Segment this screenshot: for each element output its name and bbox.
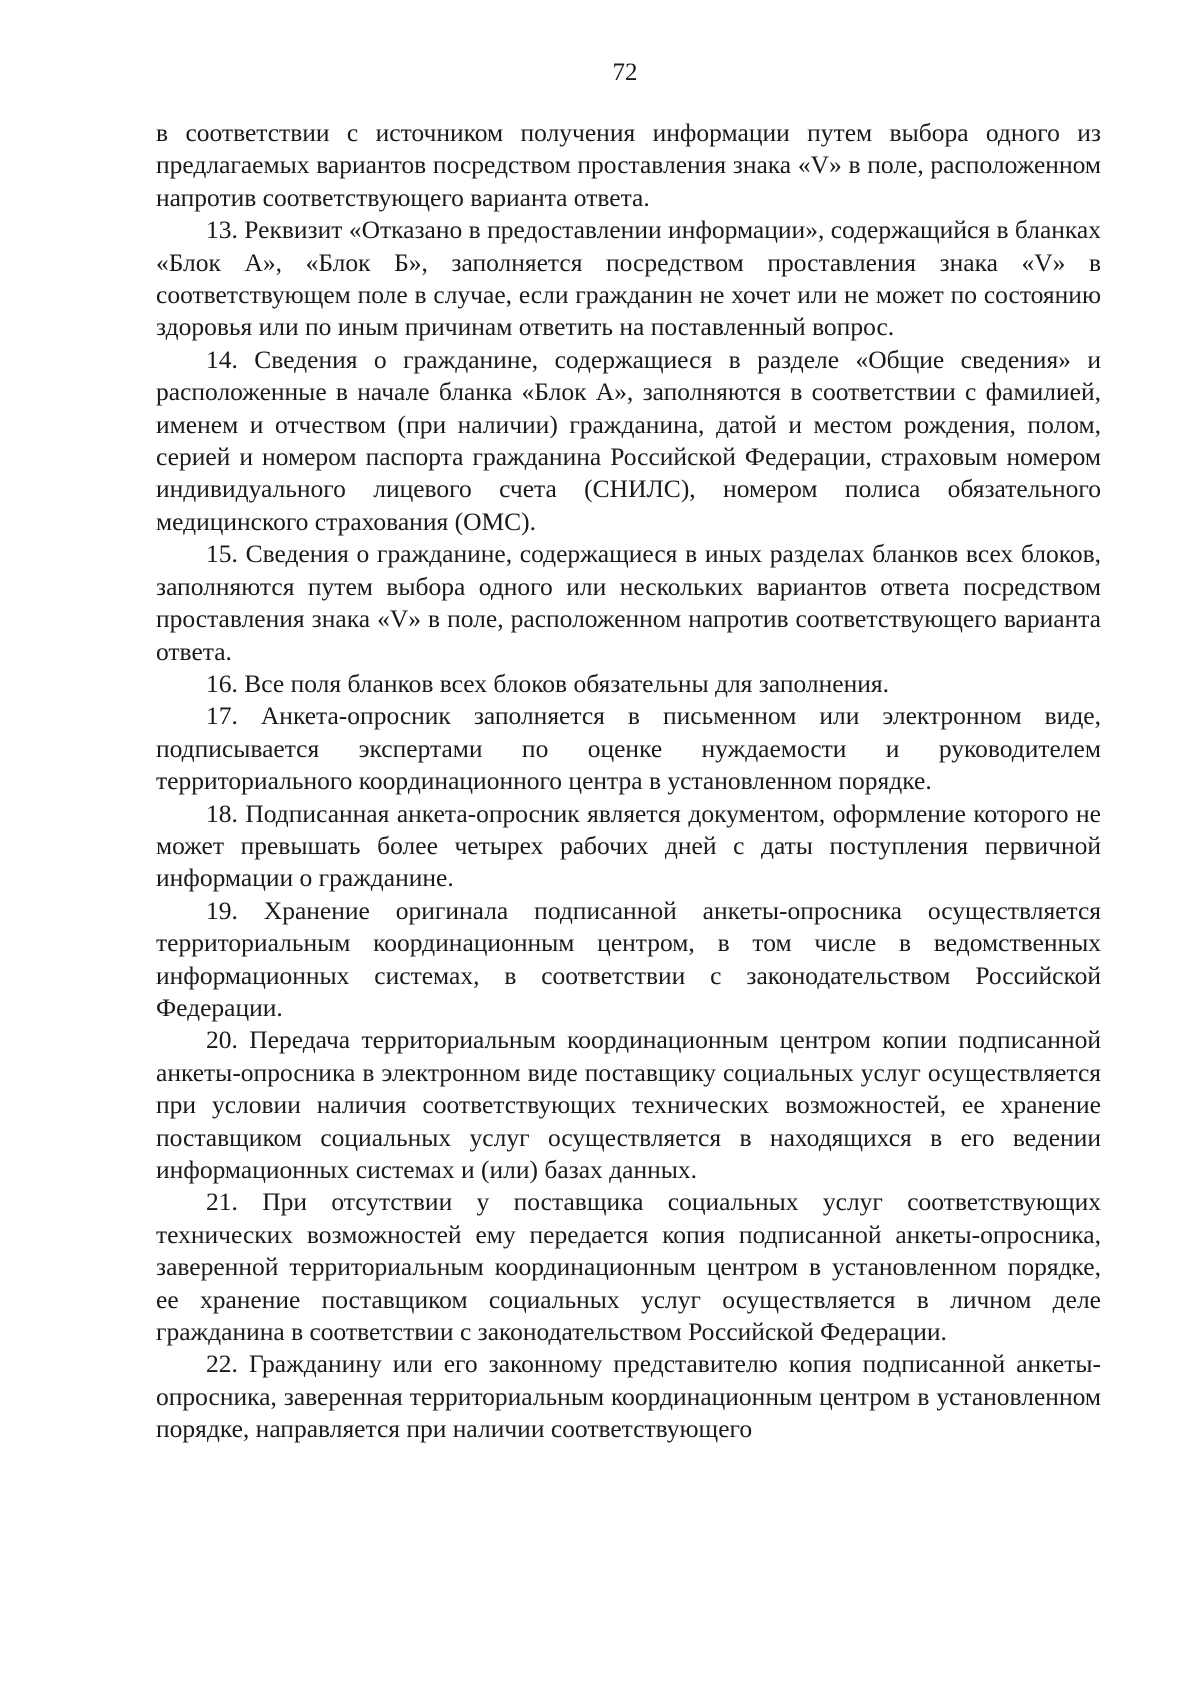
paragraph-15: 15. Сведения о гражданине, содержащиеся в иных разделах бланков всех блоков, заполняются путем выбора одного или нескольких вариантов ответа посредством проставления знака «V» в поле, расположенном напротив соответствующего варианта ответа. (156, 539, 1101, 666)
paragraph-22: 22. Гражданину или его законному представителю копия подписанной анкеты-опросника, заверенная территориальным координационным центром в установленном порядке, направляется при наличии соответствующего (156, 1349, 1101, 1444)
paragraph-18: 18. Подписанная анкета-опросник является документом, оформление которого не может превышать более четырех рабочих дней с даты поступления первичной информации о гражданине. (156, 798, 1101, 893)
page-number: 72 (612, 59, 638, 86)
paragraph-21: 21. При отсутствии у поставщика социальных услуг соответствующих технических возможностей ему передается копия подписанной анкеты-опросника, заверенной территориальным координационным центром в установленном порядке, ее хранение поставщиком социальных услуг осуществляется в личном деле гражданина в соответствии с законодательством Российской Федерации. (156, 1187, 1101, 1347)
paragraph-continuation: в соответствии с источником получения информации путем выбора одного из предлагаемых вариантов посредством проставления знака «V» в поле, расположенном напротив соответствующего варианта ответа. (156, 118, 1101, 212)
paragraph-20: 20. Передача территориальным координационным центром копии подписанной анкеты-опросника в электронном виде поставщику социальных услуг осуществляется при условии наличия соответствующих технических возможностей, ее хранение поставщиком социальных услуг осуществляется в находящихся в его ведении информационных системах и (или) базах данных. (156, 1025, 1101, 1184)
paragraph-19: 19. Хранение оригинала подписанной анкеты-опросника осуществляется территориальным координационным центром, в том числе в ведомственных информационных системах, в соответствии с законодательством Российской Федерации. (156, 895, 1101, 1022)
paragraph-16: 16. Все поля бланков всех блоков обязательны для заполнения. (206, 668, 889, 698)
paragraph-17: 17. Анкета-опросник заполняется в письменном или электронном виде, подписывается экспертами по оценке нуждаемости и руководителем территориального координационного центра в установленном порядке. (156, 701, 1101, 796)
paragraph-13: 13. Реквизит «Отказано в предоставлении информации», содержащийся в бланках «Блок А», «Блок Б», заполняется посредством проставления знака «V» в соответствующем поле в случае, если гражданин не хочет или не может по состоянию здоровья или по иным причинам ответить на поставленный вопрос. (156, 215, 1101, 342)
paragraph-14: 14. Сведения о гражданине, содержащиеся в разделе «Общие сведения» и расположенные в начале бланка «Блок А», заполняются в соответствии с фамилией, именем и отчеством (при наличии) гражданина, датой и местом рождения, полом, серией и номером паспорта гражданина Российской Федерации, страховым номером индивидуального лицевого счета (СНИЛС), номером полиса обязательного медицинского страхования (ОМС). (156, 344, 1101, 536)
document-body (156, 117, 1101, 1446)
